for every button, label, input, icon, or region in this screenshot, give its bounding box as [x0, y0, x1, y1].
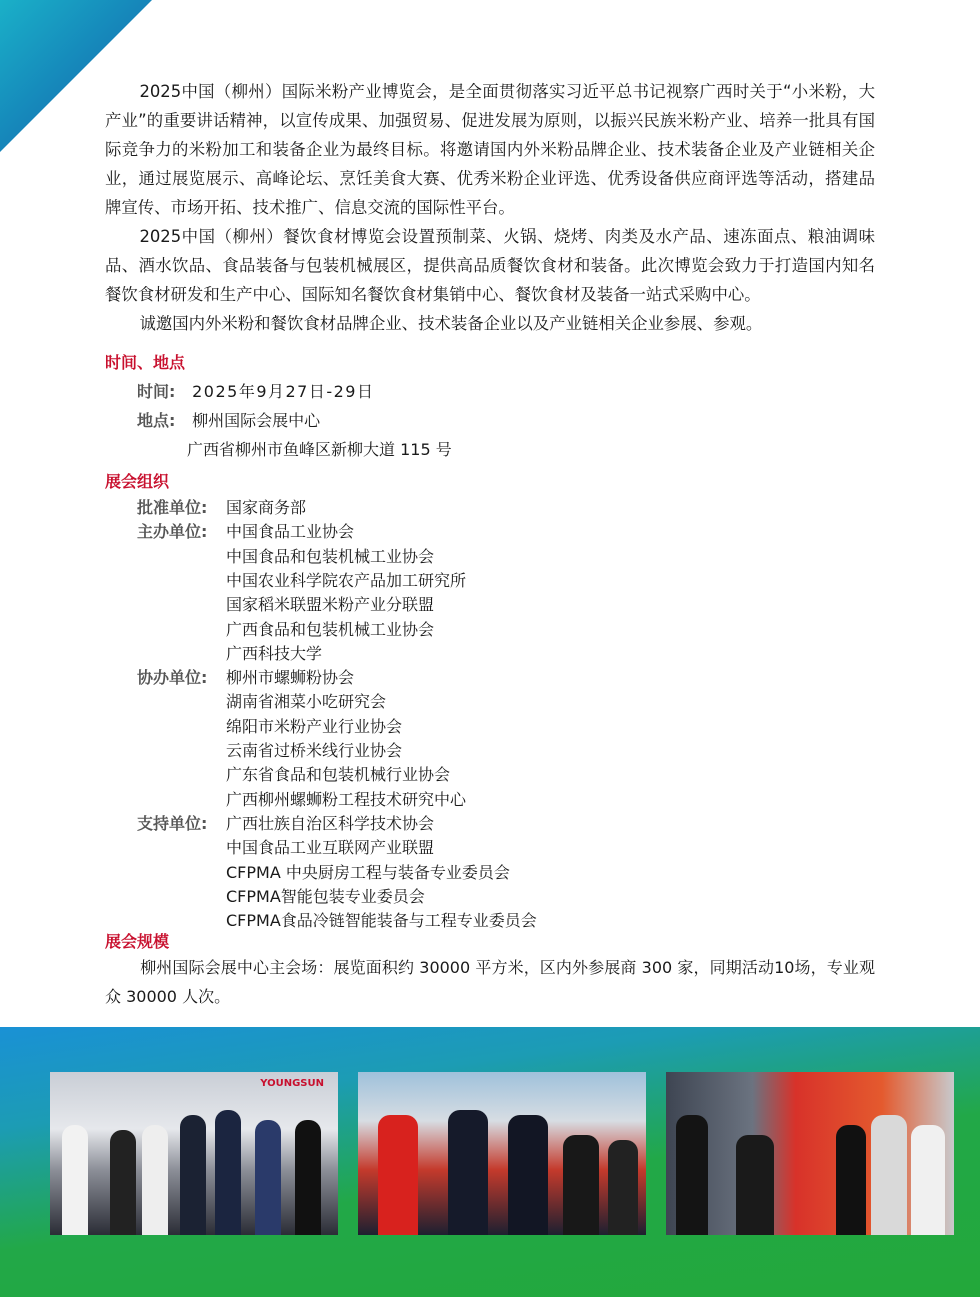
intro-paragraph: 2025中国（柳州）国际米粉产业博览会，是全面贯彻落实习近平总书记视察广西时关于“小米粉，大产业”的重要讲话精神，以宣传成果、加强贸易、促进发展为原则，以振兴民族米粉产业、培养一批具有国际竞争力的米粉加工和装备企业为最终目标。将邀请国内外米粉品牌企业、技术装备企业及产业链相关企业，通过展览展示、高峰论坛、烹饪美食大赛、优秀米粉企业评选、优秀设备供应商评选等活动，搭建品牌宣传、市场开拓、技术推广、信息交流的国际性平台。: [105, 82, 875, 217]
organization-row: [137, 787, 466, 810]
place-label: 地点:: [137, 411, 176, 430]
organization-name: 中国食品工业互联网产业联盟: [226, 838, 435, 858]
organization-row: [137, 544, 434, 567]
exhibition-photo: [358, 1072, 646, 1235]
organization-name: 国家商务部: [226, 498, 307, 517]
organization-row: [137, 835, 434, 858]
organization-name: 广西科技大学: [226, 643, 323, 663]
photo-band: [0, 1027, 980, 1297]
organization-name: 云南省过桥米线行业协会: [226, 741, 403, 760]
organization-label: 批准单位:: [137, 498, 208, 517]
organization-name: 国家稻米联盟米粉产业分联盟: [226, 595, 435, 615]
address: 广西省柳州市鱼峰区新柳大道 115 号: [187, 440, 452, 459]
organization-row: [137, 617, 434, 640]
section-heading-time-place: 时间、地点: [105, 353, 186, 372]
intro-paragraph: 诚邀国内外米粉和餐饮食材品牌企业、技术装备企业以及产业链相关企业参展、参观。: [139, 314, 763, 333]
organization-name: 广东省食品和包装机械行业协会: [226, 765, 451, 785]
organization-row: [137, 811, 434, 834]
organization-row: [137, 714, 402, 737]
organization-name: CFPMA食品冷链智能装备与工程专业委员会: [226, 911, 537, 931]
organization-row: [137, 860, 510, 883]
scale-text: 柳州国际会展中心主会场：展览面积约 30000 平方米，区内外参展商 300 家，同期活动10场，专业观众 30000 人次。: [105, 958, 875, 1006]
time-label: 时间:: [137, 382, 176, 401]
intro-paragraph: 2025中国（柳州）餐饮食材博览会设置预制菜、火锅、烧烤、肉类及水产品、速冻面点、粮油调味品、酒水饮品、食品装备与包装机械展区，提供高品质餐饮食材和装备。此次博览会致力于打造国内知名餐饮食材研发和生产中心、国际知名餐饮食材集销中心、餐饮食材及装备一站式采购中心。: [105, 227, 875, 304]
organization-row: [137, 689, 386, 712]
organization-name: 中国农业科学院农产品加工研究所: [226, 570, 467, 590]
place-row: [137, 408, 320, 431]
organization-label: 支持单位:: [137, 813, 208, 833]
organization-row: [137, 495, 306, 518]
organization-label: 主办单位:: [137, 522, 208, 542]
organization-name: 柳州市螺蛳粉协会: [226, 668, 355, 688]
section-heading-scale: 展会规模: [105, 932, 170, 951]
exhibition-photo: [50, 1072, 338, 1235]
intro-text: [105, 77, 875, 338]
organization-label: 协办单位:: [137, 668, 208, 688]
organization-name: CFPMA 中央厨房工程与装备专业委员会: [226, 862, 510, 882]
organization-row: [137, 665, 354, 688]
organization-name: 绵阳市米粉产业行业协会: [226, 716, 403, 736]
organization-name: 中国食品和包装机械工业协会: [226, 546, 435, 566]
organization-row: [137, 519, 354, 542]
organization-row: [137, 641, 322, 664]
organization-row: [137, 738, 402, 761]
time-row: [137, 379, 375, 402]
organization-row: [137, 568, 466, 591]
exhibition-photo: [666, 1072, 954, 1235]
organization-row: [137, 762, 450, 785]
organization-name: CFPMA智能包装专业委员会: [226, 886, 425, 906]
section-heading-organization: 展会组织: [105, 472, 170, 491]
place-value: 柳州国际会展中心: [192, 411, 321, 430]
organization-name: 广西柳州螺蛳粉工程技术研究中心: [226, 789, 467, 809]
organization-row: [137, 908, 537, 931]
organization-name: 广西食品和包装机械工业协会: [226, 619, 435, 639]
time-value: 2025年9月27日-29日: [192, 382, 375, 401]
organization-row: [137, 592, 434, 615]
organization-row: [137, 884, 425, 907]
organization-name: 中国食品工业协会: [226, 522, 355, 542]
organization-name: 湖南省湘菜小吃研究会: [226, 692, 387, 712]
youngsun-logo: YOUNGSUN: [260, 1078, 324, 1089]
organization-name: 广西壮族自治区科学技术协会: [226, 813, 435, 833]
